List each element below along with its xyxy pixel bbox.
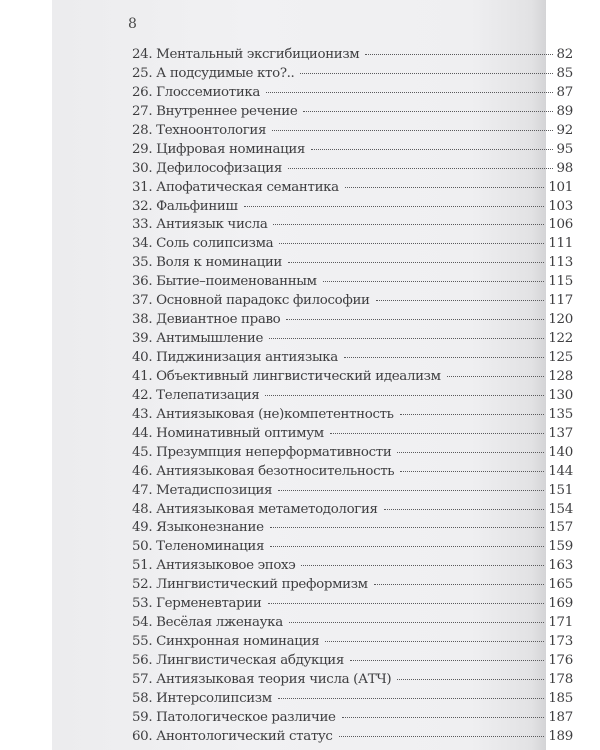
toc-entry-title: 36. Бытие–поименованным xyxy=(132,274,317,290)
dot-leader xyxy=(397,451,544,453)
toc-entry-page: 106 xyxy=(548,217,573,233)
toc-entry-page: 157 xyxy=(548,520,573,536)
toc-entry xyxy=(132,254,573,273)
toc-entry-title: 58. Интерсолипсизм xyxy=(132,690,272,706)
dot-leader xyxy=(268,602,545,604)
toc-entry-page: 95 xyxy=(556,141,573,157)
toc-entry xyxy=(132,122,573,141)
toc-entry xyxy=(132,576,573,595)
dot-leader xyxy=(384,508,545,510)
toc-entry-page: 151 xyxy=(548,482,573,498)
toc-entry-title: 25. А подсудимые кто?.. xyxy=(132,65,295,81)
toc-entry-title: 49. Языконезнание xyxy=(132,520,264,536)
toc-entry xyxy=(132,368,573,387)
toc-entry-page: 130 xyxy=(548,387,573,403)
toc-entry xyxy=(132,292,573,311)
toc-entry-page: 113 xyxy=(548,255,573,271)
toc-entry-page: 171 xyxy=(548,615,573,631)
dot-leader xyxy=(323,280,545,282)
toc-entry-page: 163 xyxy=(548,558,573,574)
toc-entry xyxy=(132,84,573,103)
dot-leader xyxy=(244,205,545,207)
dot-leader xyxy=(278,697,545,699)
dot-leader xyxy=(270,545,544,547)
toc-entry xyxy=(132,709,573,728)
dot-leader xyxy=(300,72,552,74)
toc-entry xyxy=(132,349,573,368)
dot-leader xyxy=(344,356,544,358)
toc-entry xyxy=(132,160,573,179)
toc-entry xyxy=(132,425,573,444)
toc-entry-title: 39. Антимышление xyxy=(132,331,264,347)
toc-entry-title: 31. Апофатическая семантика xyxy=(132,179,339,195)
toc-entry xyxy=(132,463,573,482)
toc-entry-page: 176 xyxy=(548,653,573,668)
toc-entry-title: 30. Дефилософизация xyxy=(132,160,282,176)
dot-leader xyxy=(288,167,553,169)
dot-leader xyxy=(400,470,544,472)
dot-leader xyxy=(288,261,544,263)
dot-leader xyxy=(279,242,544,244)
toc-entry-page: 111 xyxy=(548,236,573,252)
toc-entry-page: 154 xyxy=(548,501,573,517)
toc-entry xyxy=(132,179,573,198)
toc-entry-title: 59. Патологическое различие xyxy=(132,709,336,725)
table-of-contents xyxy=(132,46,573,747)
dot-leader xyxy=(342,716,545,718)
toc-entry xyxy=(132,652,573,671)
toc-entry-page: 82 xyxy=(556,47,573,62)
toc-entry-title: 42. Телепатизация xyxy=(132,387,260,403)
toc-entry xyxy=(132,557,573,576)
toc-entry-title: 52. Лингвистический преформизм xyxy=(132,577,368,593)
dot-leader xyxy=(339,735,545,737)
page-number: 8 xyxy=(128,16,137,32)
toc-entry-page: 165 xyxy=(548,577,573,593)
toc-entry xyxy=(132,235,573,254)
dot-leader xyxy=(350,659,544,661)
toc-entry xyxy=(132,501,573,520)
toc-entry xyxy=(132,633,573,652)
toc-entry-page: 122 xyxy=(548,331,573,347)
dot-leader xyxy=(400,413,545,415)
toc-entry-title: 33. Антиязык числа xyxy=(132,217,268,233)
dot-leader xyxy=(325,640,544,642)
toc-entry xyxy=(132,671,573,690)
dot-leader xyxy=(289,621,545,623)
toc-entry xyxy=(132,103,573,122)
toc-entry-title: 60. Анонтологический статус xyxy=(132,728,333,744)
toc-entry-title: 32. Фальфиниш xyxy=(132,198,238,214)
dot-leader xyxy=(273,223,544,225)
dot-leader xyxy=(376,299,545,301)
toc-entry xyxy=(132,728,573,747)
toc-entry-title: 56. Лингвистическая абдукция xyxy=(132,653,344,668)
toc-entry xyxy=(132,65,573,84)
toc-entry-title: 28. Техноонтология xyxy=(132,122,267,138)
dot-leader xyxy=(374,583,545,585)
toc-entry-title: 38. Девиантное право xyxy=(132,312,281,328)
toc-entry xyxy=(132,614,573,633)
toc-entry-page: 117 xyxy=(548,293,573,309)
dot-leader xyxy=(330,432,545,434)
toc-entry xyxy=(132,444,573,463)
toc-entry xyxy=(132,406,573,425)
toc-entry xyxy=(132,330,573,349)
toc-entry-title: 44. Номинативный оптимум xyxy=(132,425,324,441)
toc-entry-page: 115 xyxy=(548,274,573,290)
toc-entry-title: 45. Презумпция неперформативности xyxy=(132,444,392,460)
toc-entry-page: 85 xyxy=(556,65,573,81)
toc-entry-page: 189 xyxy=(548,728,573,744)
toc-entry-page: 101 xyxy=(548,179,573,195)
dot-leader xyxy=(278,489,544,491)
toc-entry-title: 37. Основной парадокс философии xyxy=(132,293,370,309)
toc-entry-title: 54. Весёлая лженаука xyxy=(132,615,283,631)
toc-entry-title: 29. Цифровая номинация xyxy=(132,141,306,157)
toc-entry-page: 144 xyxy=(548,463,573,479)
toc-entry-page: 135 xyxy=(548,406,573,422)
dot-leader xyxy=(270,526,545,528)
toc-entry-page: 187 xyxy=(548,709,573,725)
toc-entry-page: 169 xyxy=(548,596,573,612)
toc-entry-page: 185 xyxy=(548,690,573,706)
toc-entry-title: 43. Антиязыковая (не)компетентность xyxy=(132,406,394,422)
dot-leader xyxy=(286,318,544,320)
toc-entry-page: 98 xyxy=(556,160,573,176)
toc-entry-title: 47. Метадиспозиция xyxy=(132,482,273,498)
toc-entry xyxy=(132,519,573,538)
toc-entry-title: 55. Синхронная номинация xyxy=(132,634,320,650)
toc-entry-page: 159 xyxy=(548,539,573,555)
toc-entry xyxy=(132,690,573,709)
toc-entry-title: 50. Теленоминация xyxy=(132,539,265,555)
dot-leader xyxy=(311,148,553,150)
toc-entry xyxy=(132,538,573,557)
toc-entry-title: 41. Объективный лингвистический идеализм xyxy=(132,368,441,384)
dot-leader xyxy=(345,186,545,188)
toc-entry-page: 173 xyxy=(548,634,573,650)
toc-entry xyxy=(132,482,573,501)
toc-entry-title: 35. Воля к номинации xyxy=(132,255,282,271)
toc-entry xyxy=(132,595,573,614)
dot-leader xyxy=(265,394,544,396)
toc-entry xyxy=(132,273,573,292)
toc-entry xyxy=(132,311,573,330)
toc-entry xyxy=(132,387,573,406)
toc-entry-title: 26. Глоссемиотика xyxy=(132,84,261,100)
toc-entry xyxy=(132,141,573,160)
toc-entry-page: 125 xyxy=(548,350,573,365)
toc-entry xyxy=(132,46,573,65)
toc-entry-title: 51. Антиязыковое эпохэ xyxy=(132,558,296,574)
toc-entry-title: 48. Антиязыковая метаметодология xyxy=(132,501,378,517)
toc-entry-page: 140 xyxy=(548,444,573,460)
toc-entry xyxy=(132,198,573,217)
dot-leader xyxy=(397,678,544,680)
toc-entry-title: 53. Герменевтарии xyxy=(132,596,262,612)
dot-leader xyxy=(301,564,544,566)
toc-entry-page: 87 xyxy=(556,84,573,100)
toc-entry-page: 128 xyxy=(548,368,573,384)
toc-entry-page: 103 xyxy=(548,198,573,214)
book-page xyxy=(52,0,573,750)
dot-leader xyxy=(303,110,552,112)
toc-entry-title: 24. Ментальный эксгибиционизм xyxy=(132,47,360,62)
toc-entry-title: 34. Соль солипсизма xyxy=(132,236,274,252)
toc-entry-page: 137 xyxy=(548,425,573,441)
toc-entry-page: 92 xyxy=(556,122,573,138)
dot-leader xyxy=(269,337,544,339)
dot-leader xyxy=(266,91,552,93)
toc-entry-page: 178 xyxy=(548,671,573,687)
toc-entry-title: 27. Внутреннее речение xyxy=(132,103,298,119)
toc-entry xyxy=(132,216,573,235)
dot-leader xyxy=(365,53,552,55)
dot-leader xyxy=(272,129,552,131)
toc-entry-title: 46. Антиязыковая безотносительность xyxy=(132,463,395,479)
toc-entry-title: 57. Антиязыковая теория числа (АТЧ) xyxy=(132,671,392,687)
toc-entry-title: 40. Пиджинизация антиязыка xyxy=(132,350,338,365)
toc-entry-page: 120 xyxy=(548,312,573,328)
toc-entry-page: 89 xyxy=(556,103,573,119)
dot-leader xyxy=(447,375,545,377)
